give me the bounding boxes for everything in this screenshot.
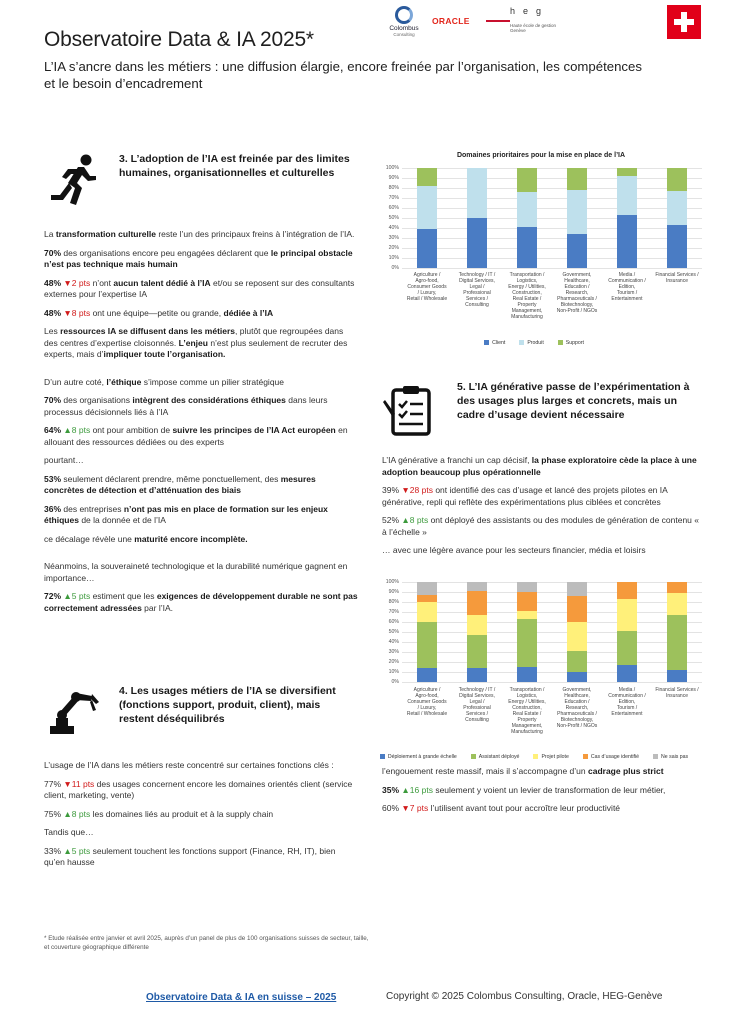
y-tick-label: 80% bbox=[388, 184, 399, 191]
page-subtitle: L’IA s’ancre dans les métiers : une diffusion élargie, encore freinée par l’organisation, les compétences et le besoin d’encadrement bbox=[44, 59, 642, 91]
up-arrow-indicator: ▲8 pts bbox=[63, 808, 91, 819]
legend-swatch bbox=[380, 754, 385, 759]
gridline bbox=[402, 228, 702, 229]
bar-segment bbox=[667, 225, 687, 268]
legend-swatch bbox=[471, 754, 476, 759]
bar-segment bbox=[467, 635, 487, 668]
bar-segment bbox=[417, 582, 437, 595]
up-arrow-indicator: ▲5 pts bbox=[63, 845, 91, 856]
s3-paragraph-11: 36% des entreprises n’ont pas mis en place de formation sur les enjeux éthiques de la donnée et de l’IA bbox=[44, 503, 328, 525]
bar-segment bbox=[517, 168, 537, 192]
legend-item bbox=[653, 754, 688, 760]
bar-segment bbox=[517, 192, 537, 227]
bar-segment bbox=[517, 227, 537, 268]
s3-paragraph-13: Néanmoins, la souveraineté technologique et la durabilité numérique gagnent en importance… bbox=[44, 561, 348, 583]
y-tick-label: 20% bbox=[388, 244, 399, 251]
bar-segment bbox=[517, 592, 537, 611]
y-tick-label: 90% bbox=[388, 174, 399, 181]
s3-paragraph-9: pourtant… bbox=[44, 455, 84, 465]
y-tick-label: 20% bbox=[388, 658, 399, 665]
gridline bbox=[402, 622, 702, 623]
section-5-heading: 5. L’IA générative passe de l’expérimentation à des usages plus larges et concrets, mais un cadre d’usage devient nécessaire bbox=[457, 381, 690, 421]
colombus-ring-icon bbox=[395, 6, 413, 24]
category-label: Agriculture / Agro-food, Consumer Goods / Luxury, Retail / Wholesale bbox=[406, 272, 448, 302]
category-label: Technology / IT / Digital Services, Legal / Professional Services / Consulting bbox=[458, 272, 496, 308]
bar-segment bbox=[667, 615, 687, 670]
gridline bbox=[402, 268, 702, 269]
gridline bbox=[402, 218, 702, 219]
bar-segment bbox=[567, 582, 587, 596]
y-tick-label: 80% bbox=[388, 598, 399, 605]
chart-1-title: Domaines prioritaires pour la mise en place de l’IA bbox=[456, 152, 626, 159]
bar-segment bbox=[667, 582, 687, 593]
legend-item bbox=[558, 340, 584, 346]
running-person-icon bbox=[48, 153, 102, 211]
s5-paragraph-3: 52% ▲8 pts ont déployé des assistants ou des modules de génération de contenu « à l’échelle » bbox=[382, 515, 699, 537]
up-arrow-indicator: ▲5 pts bbox=[63, 591, 91, 601]
legend-item bbox=[471, 754, 520, 760]
y-tick-label: 50% bbox=[388, 628, 399, 635]
s3-paragraph-12: ce décalage révèle une maturité encore incomplète. bbox=[44, 533, 248, 544]
colombus-logo bbox=[382, 6, 426, 42]
bar-segment bbox=[567, 651, 587, 672]
category-label: Transportation / Logistics, Energy / Utilities, Construction, Real Estate / Property Management, Manufacturing bbox=[508, 272, 546, 320]
s3-paragraph-8: 64% ▲8 pts ont pour ambition de suivre les principes de l’IA Act européen en allouant des ressources dédiées ou des experts bbox=[44, 425, 348, 447]
legend-swatch bbox=[533, 754, 538, 759]
bar-segment bbox=[517, 611, 537, 619]
bar-segment bbox=[567, 234, 587, 268]
s5-paragraph-7: 60% ▼7 pts l’utilisent avant tout pour accroître leur productivité bbox=[382, 803, 621, 813]
gridline bbox=[402, 238, 702, 239]
gridline bbox=[402, 682, 702, 683]
gridline bbox=[402, 632, 702, 633]
bar-segment bbox=[467, 591, 487, 615]
bar-segment bbox=[567, 168, 587, 190]
gridline bbox=[402, 188, 702, 189]
category-label: Transportation / Logistics, Energy / Utilities, Construction, Real Estate / Property Management, Manufacturing bbox=[508, 687, 546, 735]
bar-segment bbox=[417, 602, 437, 622]
legend-item bbox=[484, 340, 505, 346]
s3-paragraph-14: 72% ▲5 pts estiment que les exigences de développement durable ne sont pas correctement adressées par l’IA. bbox=[44, 591, 358, 613]
bar-segment bbox=[417, 668, 437, 682]
legend-label: Support bbox=[565, 339, 584, 346]
category-label: Technology / IT / Digital Services, Legal / Professional Services / Consulting bbox=[458, 687, 496, 723]
up-arrow-indicator: ▲16 pts bbox=[401, 784, 433, 795]
down-arrow-indicator: ▼28 pts bbox=[401, 485, 433, 495]
gridline bbox=[402, 662, 702, 663]
bar-segment bbox=[567, 672, 587, 682]
bar-segment bbox=[567, 190, 587, 234]
gridline bbox=[402, 168, 702, 169]
bar-segment bbox=[467, 615, 487, 635]
s5-paragraph-4: … avec une légère avance pour les secteurs financier, média et loisirs bbox=[382, 545, 646, 555]
y-tick-label: 70% bbox=[388, 194, 399, 201]
s4-paragraph-3: 75% ▲8 pts les domaines liés au produit et à la supply chain bbox=[44, 808, 274, 819]
section-4-body bbox=[44, 760, 358, 876]
legend-label: Produit bbox=[527, 339, 544, 346]
category-label: Financial Services / Insurance bbox=[655, 687, 699, 699]
y-tick-label: 100% bbox=[385, 578, 399, 585]
s4-paragraph-1: L’usage de l’IA dans les métiers reste concentré sur certaines fonctions clés : bbox=[44, 760, 334, 770]
gridline bbox=[402, 178, 702, 179]
category-label: Agriculture / Agro-food, Consumer Goods / Luxury, Retail / Wholesale bbox=[406, 687, 448, 717]
chart-domaines-prioritaires bbox=[376, 148, 706, 346]
legend-item bbox=[583, 754, 639, 760]
bar-segment bbox=[517, 619, 537, 667]
chart-1-plot bbox=[376, 148, 706, 346]
legend-label: Assistant déployé bbox=[478, 753, 520, 760]
gridline bbox=[402, 652, 702, 653]
s3-paragraph-5: Les ressources IA se diffusent dans les métiers, plutôt que regroupées dans des centres d’expertise cloisonnés. L’enjeu n’est plus seulement de recruter des experts, mais d’impliquer toute l’organisation. bbox=[44, 326, 348, 359]
bar-segment bbox=[667, 168, 687, 191]
bar-segment bbox=[467, 168, 487, 218]
s5-paragraph-5: l’engouement reste massif, mais il s’accompagne d’un cadrage plus strict bbox=[382, 766, 664, 776]
legend-swatch bbox=[519, 340, 524, 345]
category-label: Government, Healthcare, Education / Research, Pharmaceuticals / Biotechnology, Non-Profit / NGOs bbox=[556, 272, 598, 314]
chart-2-plot bbox=[376, 572, 706, 760]
s3-paragraph-7: 70% des organisations intègrent des considérations éthiques dans leurs processus décisionnels liés à l’IA bbox=[44, 395, 328, 417]
legend-label: Déploiement à grande échelle bbox=[387, 753, 457, 760]
s3-paragraph-3: 48% ▼2 pts n’ont aucun talent dédié à l’IA et/ou se reposent sur des consultants externes pour l’expertise IA bbox=[44, 277, 355, 299]
y-tick-label: 10% bbox=[388, 254, 399, 261]
bar-segment bbox=[617, 176, 637, 215]
bar-segment bbox=[517, 582, 537, 592]
y-tick-label: 60% bbox=[388, 204, 399, 211]
y-tick-label: 30% bbox=[388, 234, 399, 241]
bar-segment bbox=[617, 168, 637, 176]
bar-segment bbox=[417, 186, 437, 229]
s4-paragraph-2: 77% ▼11 pts des usages concernent encore les domaines orientés client (service client, marketing, vente) bbox=[44, 778, 353, 800]
down-arrow-indicator: ▼8 pts bbox=[63, 307, 91, 318]
y-tick-label: 30% bbox=[388, 648, 399, 655]
bar-segment bbox=[467, 582, 487, 591]
s3-paragraph-1: La transformation culturelle reste l’un des principaux freins à l’intégration de l’IA. bbox=[44, 229, 355, 239]
s3-paragraph-6: D’un autre coté, l’éthique s’impose comme un pilier stratégique bbox=[44, 376, 285, 387]
bar-segment bbox=[417, 595, 437, 602]
y-tick-label: 60% bbox=[388, 618, 399, 625]
gridline bbox=[402, 592, 702, 593]
swiss-flag-icon bbox=[667, 5, 701, 39]
heg-logo-text: Haute école de gestion Genève bbox=[510, 23, 557, 33]
y-tick-label: 40% bbox=[388, 224, 399, 231]
copyright-text: Copyright © 2025 Colombus Consulting, Oracle, HEG-Genève bbox=[386, 991, 663, 1002]
heg-logo-bar bbox=[486, 20, 510, 22]
y-tick-label: 90% bbox=[388, 588, 399, 595]
s5-paragraph-1: L’IA générative a franchi un cap décisif, la phase exploratoire cède la place à une adoption beaucoup plus opérationnelle bbox=[382, 455, 697, 477]
heg-logo-letters: heg bbox=[510, 6, 550, 16]
bar-segment bbox=[417, 229, 437, 268]
clipboard-checklist-icon bbox=[383, 384, 435, 438]
legend-label: Cas d’usage identifié bbox=[590, 753, 640, 760]
down-arrow-indicator: ▼7 pts bbox=[401, 803, 429, 813]
colombus-logo-name: Colombus bbox=[389, 25, 419, 32]
y-tick-label: 0% bbox=[391, 264, 399, 271]
oracle-logo: ORACLE bbox=[432, 16, 470, 26]
bar-segment bbox=[617, 665, 637, 682]
bar-segment bbox=[467, 218, 487, 268]
s4-paragraph-4: Tandis que… bbox=[44, 827, 94, 837]
gridline bbox=[402, 258, 702, 259]
y-tick-label: 70% bbox=[388, 608, 399, 615]
gridline bbox=[402, 672, 702, 673]
chart-legend bbox=[376, 746, 706, 764]
bar-segment bbox=[517, 667, 537, 682]
footnote: * Etude réalisée entre janvier et avril 2025, auprès d’un panel de plus de 100 organisations suisses de secteur, taille, et couverture géographique différente bbox=[44, 935, 369, 951]
bar-segment bbox=[567, 596, 587, 622]
gridline bbox=[402, 248, 702, 249]
legend-item bbox=[533, 754, 568, 760]
gridline bbox=[402, 198, 702, 199]
bar-segment bbox=[617, 582, 637, 599]
s3-paragraph-10: 53% seulement déclarent prendre, même ponctuellement, des mesures concrètes de détection et d’atténuation des biais bbox=[44, 473, 316, 495]
gridline bbox=[402, 642, 702, 643]
up-arrow-indicator: ▲8 pts bbox=[63, 425, 91, 435]
s3-paragraph-2: 70% des organisations encore peu engagées déclarent que le principal obstacle n’est pas technique mais humain bbox=[44, 247, 353, 269]
bar-segment bbox=[617, 599, 637, 631]
legend-item bbox=[380, 754, 457, 760]
heg-logo bbox=[486, 6, 558, 33]
legend-label: Projet pilote bbox=[541, 753, 569, 760]
page-title: Observatoire Data & IA 2025* bbox=[44, 28, 314, 51]
robot-arm-icon bbox=[46, 688, 104, 736]
section-5-body-continued bbox=[382, 766, 700, 822]
section-5-body bbox=[382, 455, 700, 564]
gridline bbox=[402, 602, 702, 603]
chart-ia-generative-maturite bbox=[376, 572, 706, 760]
category-label: Media / Communication / Edition, Tourism / Entertainment bbox=[608, 272, 646, 302]
y-tick-label: 50% bbox=[388, 214, 399, 221]
section-3-heading: 3. L’adoption de l’IA est freinée par des limites humaines, organisationnelles et culturelles bbox=[119, 153, 350, 179]
category-label: Media / Communication / Edition, Tourism / Entertainment bbox=[608, 687, 646, 717]
gridline bbox=[402, 582, 702, 583]
colombus-logo-sub: Consulting bbox=[393, 32, 415, 37]
y-tick-label: 0% bbox=[391, 678, 399, 685]
chart-legend bbox=[376, 332, 706, 350]
section-3-body bbox=[44, 229, 358, 621]
legend-swatch bbox=[653, 754, 658, 759]
category-label: Financial Services / Insurance bbox=[655, 272, 699, 284]
bar-segment bbox=[417, 168, 437, 186]
down-arrow-indicator: ▼11 pts bbox=[63, 778, 95, 789]
category-label: Government, Healthcare, Education / Research, Pharmaceuticals / Biotechnology, Non-Profit / NGOs bbox=[556, 687, 598, 729]
legend-swatch bbox=[484, 340, 489, 345]
legend-swatch bbox=[583, 754, 588, 759]
bar-segment bbox=[617, 215, 637, 268]
legend-label: Ne sais pas bbox=[661, 753, 689, 760]
gridline bbox=[402, 208, 702, 209]
bar-segment bbox=[667, 191, 687, 225]
bar-segment bbox=[417, 622, 437, 668]
bar-segment bbox=[667, 593, 687, 615]
legend-label: Client bbox=[492, 339, 506, 346]
y-tick-label: 100% bbox=[385, 164, 399, 171]
bar-segment bbox=[617, 631, 637, 665]
bar-segment bbox=[467, 668, 487, 682]
y-tick-label: 10% bbox=[388, 668, 399, 675]
legend-swatch bbox=[558, 340, 563, 345]
gridline bbox=[402, 612, 702, 613]
bar-segment bbox=[667, 670, 687, 682]
s5-paragraph-6: 35% ▲16 pts seulement y voient un levier de transformation de leur métier, bbox=[382, 784, 666, 795]
up-arrow-indicator: ▲8 pts bbox=[401, 515, 429, 525]
s4-paragraph-5: 33% ▲5 pts seulement touchent les fonctions support (Finance, RH, IT), bien qu’en hausse bbox=[44, 845, 336, 867]
section-4-heading: 4. Les usages métiers de l’IA se diversifient (fonctions support, produit, client), mais restent déséquilibrés bbox=[119, 685, 336, 725]
s5-paragraph-2: 39% ▼28 pts ont identifié des cas d’usage et lancé des projets pilotes en IA générative, repli qui reflète des expérimentations plus ciblées et concrètes bbox=[382, 485, 668, 507]
bar-segment bbox=[567, 622, 587, 651]
legend-item bbox=[519, 340, 543, 346]
s3-paragraph-4: 48% ▼8 pts ont une équipe—petite ou grande, dédiée à l’IA bbox=[44, 307, 274, 318]
observatoire-link[interactable]: Observatoire Data & IA en suisse – 2025 bbox=[146, 992, 337, 1003]
down-arrow-indicator: ▼2 pts bbox=[63, 277, 91, 288]
y-tick-label: 40% bbox=[388, 638, 399, 645]
